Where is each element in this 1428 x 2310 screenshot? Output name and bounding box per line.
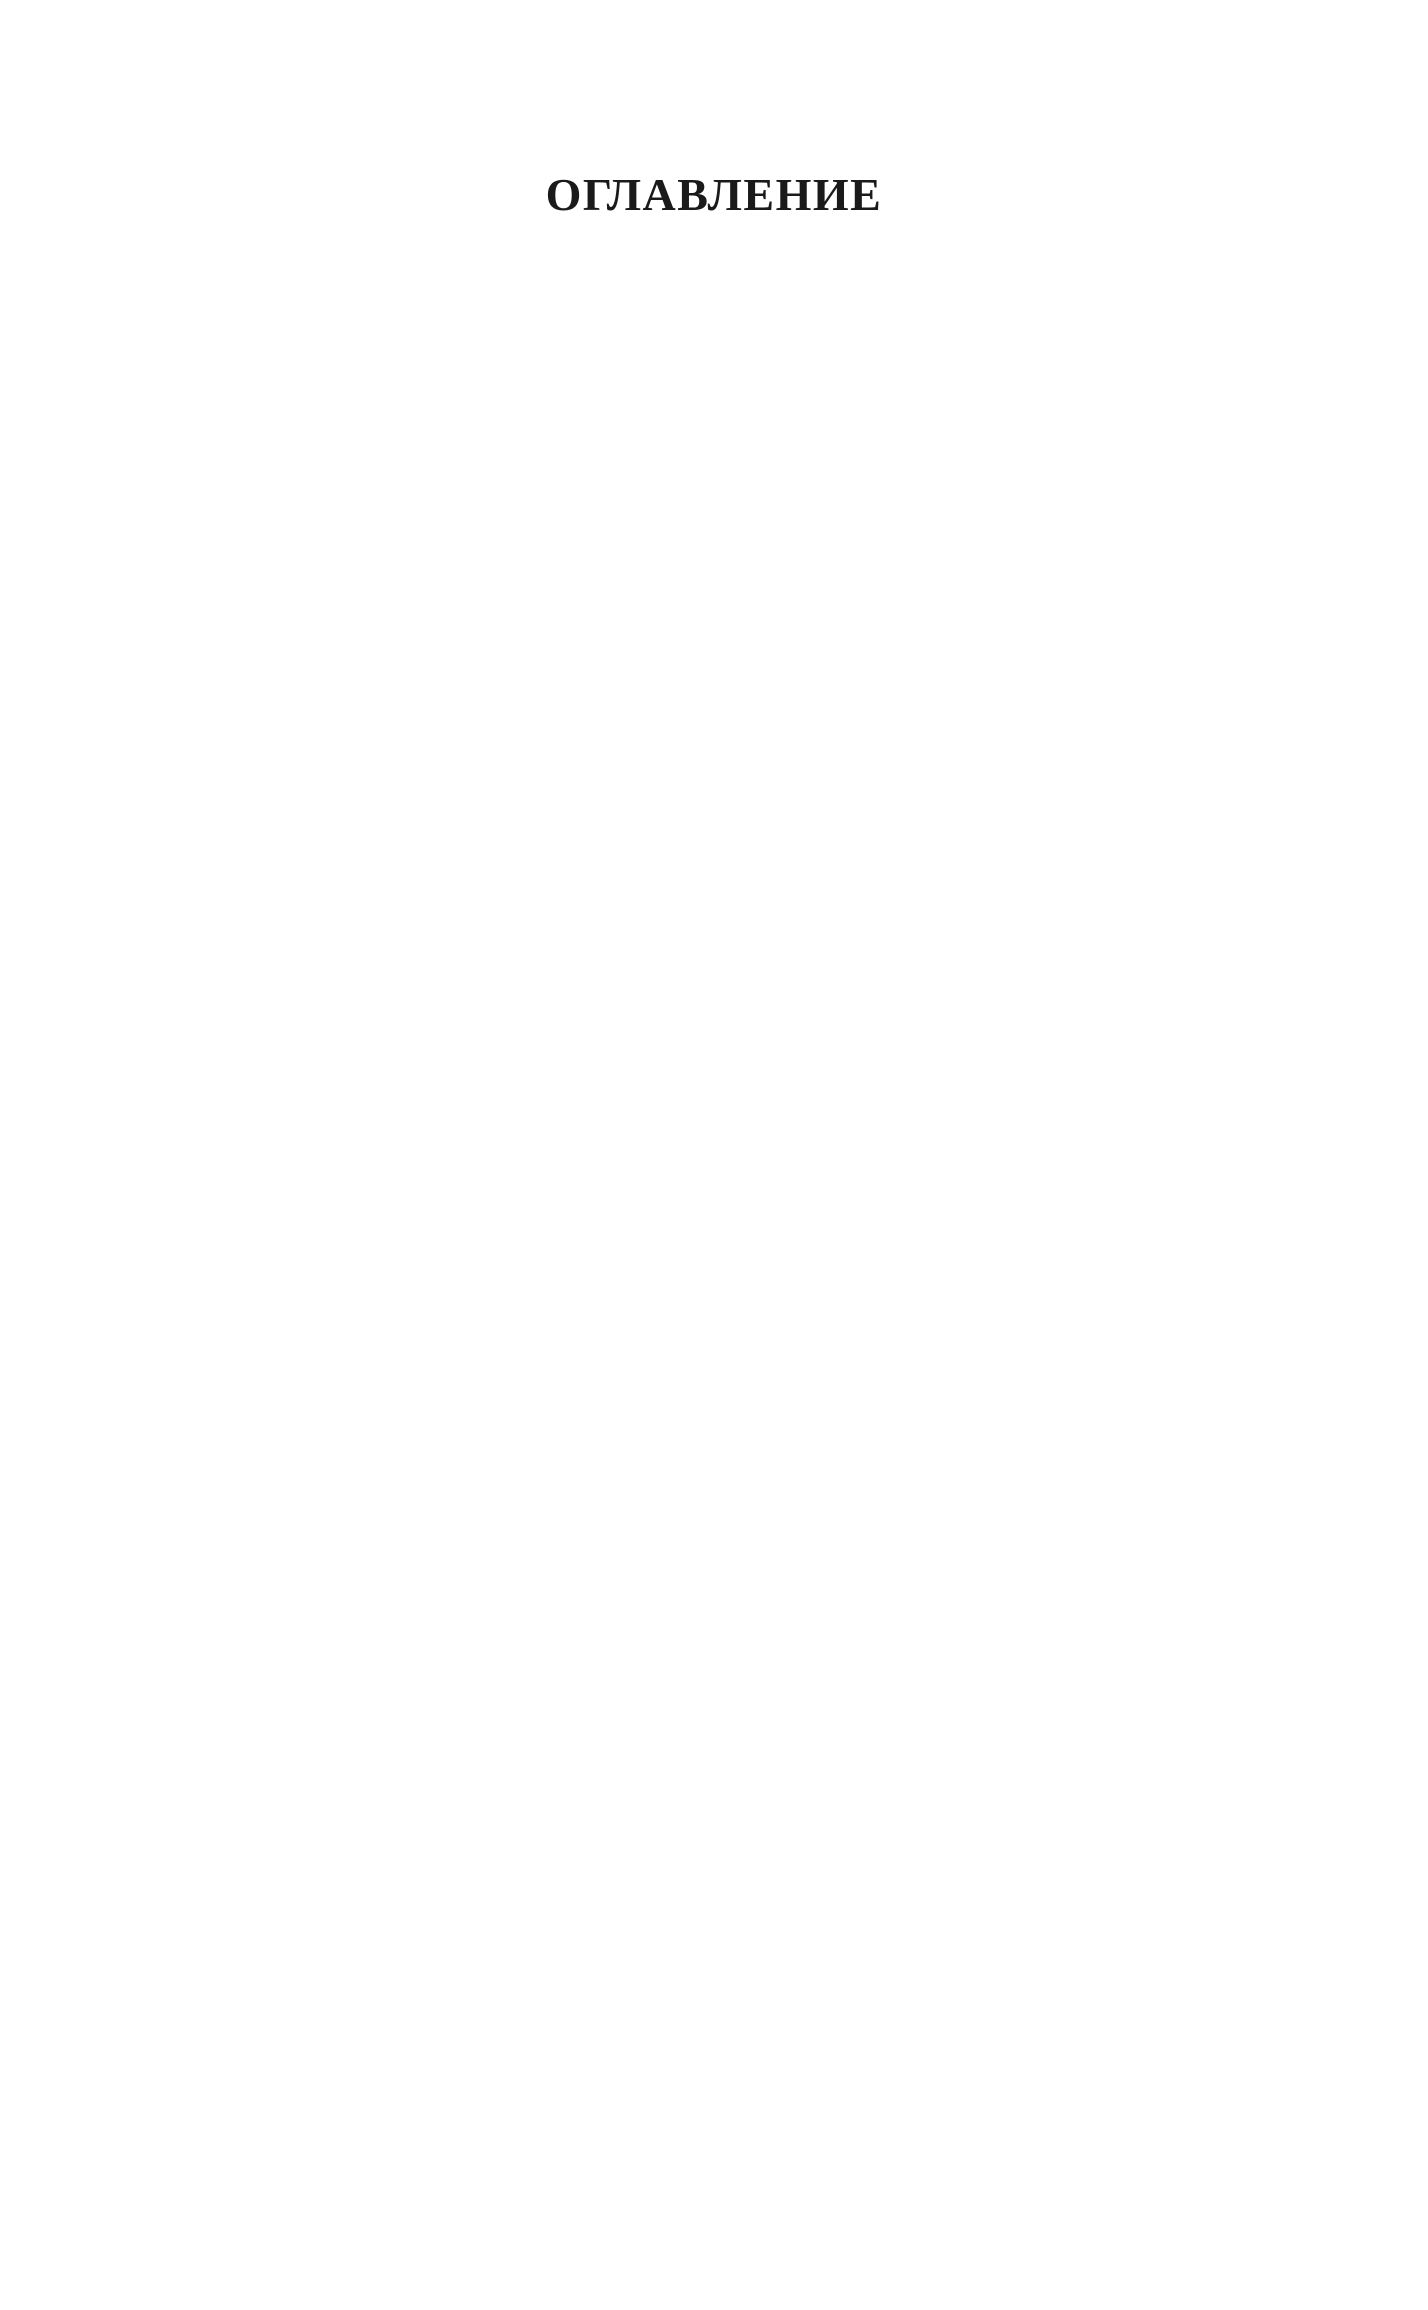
toc-entry-final-provisions[interactable] [96, 889, 1354, 918]
toc-list [96, 282, 1328, 918]
entry-page-number [96, 282, 1428, 2310]
page-title: ОГЛАВЛЕНИЕ [545, 169, 883, 220]
